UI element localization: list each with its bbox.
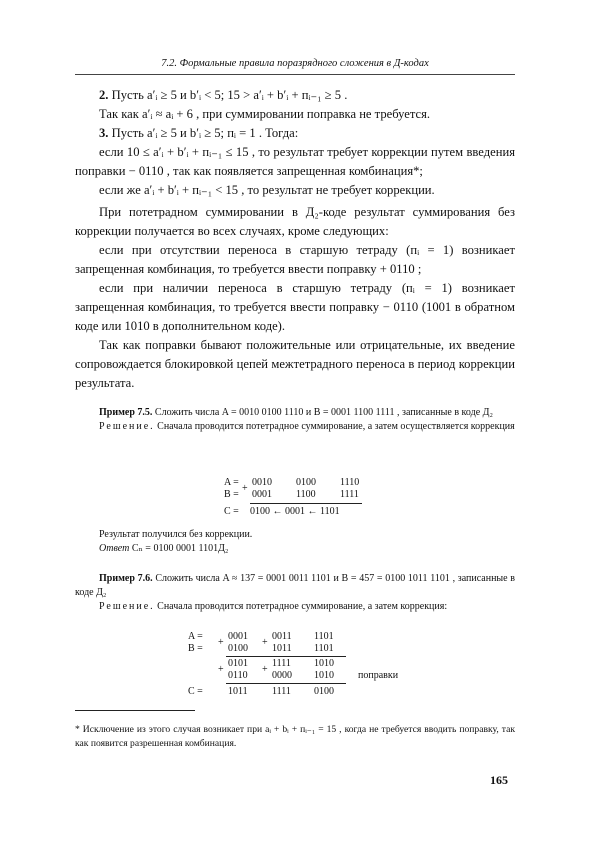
solution-text: Сначала проводится потетрадное суммирование, а затем коррекция: xyxy=(157,601,448,612)
calc-b-tetrad-2: 1011 xyxy=(272,643,292,654)
calc-sum-rule xyxy=(226,656,346,657)
answer-label: Ответ xyxy=(99,543,130,554)
example-7-5-label: Пример 7.5. xyxy=(99,407,153,418)
paragraph-1-case-1: если при отсутствии переноса в старшую тетраду (пᵢ = 1) возникает запрещенная комбинация, то требуется ввести поправку + 0110 ; xyxy=(75,243,515,276)
calc-c-label: C = xyxy=(224,506,239,517)
calc-a-tetrad-2: 0100 xyxy=(296,477,316,488)
calc-plus-sign-4: + xyxy=(262,664,268,675)
calc-a-tetrad-2: 0011 xyxy=(272,631,292,642)
calc-c-tetrad-2: 1111 xyxy=(272,686,291,697)
calc-b-tetrad-1: 0001 xyxy=(252,489,272,500)
calc-b-tetrad-3: 1111 xyxy=(340,489,359,500)
calc-b-tetrad-2: 1100 xyxy=(296,489,316,500)
calc-b-label: B = xyxy=(224,489,239,500)
answer-text: Cₙ = 0100 0001 1101Д₂ xyxy=(131,543,229,554)
calc-plus-sign: + xyxy=(242,483,248,494)
calc-a-tetrad-1: 0001 xyxy=(228,631,248,642)
example-7-5-statement xyxy=(75,406,515,420)
calc-a-tetrad-3: 1110 xyxy=(340,477,360,488)
calc-k-tetrad-1: 0110 xyxy=(228,670,248,681)
example-7-5-text: Сложить числа A = 0010 0100 1110 и B = 0001 1100 1111 , записанные в коде Д₂ xyxy=(154,407,493,418)
calc-k-tetrad-3: 1010 xyxy=(314,670,334,681)
page-number: 165 xyxy=(490,773,508,787)
example-7-6-solution xyxy=(75,600,515,614)
example-7-6-calculation xyxy=(188,631,408,701)
calc-plus-sign-1: + xyxy=(218,637,224,648)
item-2 xyxy=(75,86,515,105)
example-7-5-result xyxy=(75,528,515,556)
calc-a-label: A = xyxy=(188,631,203,642)
main-text xyxy=(75,86,515,393)
footnote-rule xyxy=(75,710,195,711)
example-7-6-label: Пример 7.6. xyxy=(99,573,153,584)
calc-c-result: 0100 ← 0001 ← 1101 xyxy=(250,506,340,517)
item-3-case-2: если же a′ᵢ + b′ᵢ + пᵢ₋₁ < 15 , то результат не требует коррекции. xyxy=(99,183,435,197)
answer-line xyxy=(75,542,515,556)
footnote: * Исключение из этого случая возникает при aᵢ + bᵢ + пᵢ₋₁ = 15 , когда не требуется вводить поправку, так как появится разрешенная комбинация. xyxy=(75,724,515,749)
item-2-number: 2. xyxy=(99,88,109,102)
calc-s-tetrad-3: 1010 xyxy=(314,658,334,669)
calc-c-tetrad-1: 1011 xyxy=(228,686,248,697)
example-7-6-statement xyxy=(75,572,515,600)
example-7-6-text: Сложить числа A ≈ 137 = 0001 0011 1101 и B = 457 = 0100 1011 1101 , записанные в коде Д₂ xyxy=(75,573,515,598)
calc-k-tetrad-2: 0000 xyxy=(272,670,292,681)
item-3-number: 3. xyxy=(99,126,109,140)
calc-result-rule xyxy=(226,683,346,684)
paragraph-1: При потетрадном суммировании в Д₂-коде результат суммирования без коррекции получается во всех случаях, кроме следующих: xyxy=(75,205,515,238)
calc-c-label: C = xyxy=(188,686,203,697)
example-7-5-calculation xyxy=(224,477,384,525)
paragraph-2: Так как поправки бывают положительные или отрицательные, их введение сопровождается блокировкой цепей межтетрадного переноса в период коррекции результата. xyxy=(75,338,515,390)
calc-plus-sign-3: + xyxy=(218,664,224,675)
calc-a-label: A = xyxy=(224,477,239,488)
example-7-5 xyxy=(75,406,515,434)
item-3-case-1: если 10 ≤ a′ᵢ + b′ᵢ + пᵢ₋₁ ≤ 15 , то результат требует коррекции путем введения поправки − 0110 , так как появляется запрещенная комбинация*; xyxy=(75,145,515,178)
calc-c-tetrad-3: 0100 xyxy=(314,686,334,697)
calc-plus-sign-2: + xyxy=(262,637,268,648)
item-3 xyxy=(75,124,515,143)
item-3-text: Пусть a′ᵢ ≥ 5 и b′ᵢ ≥ 5; пᵢ = 1 . Тогда: xyxy=(111,126,299,140)
running-header: 7.2. Формальные правила поразрядного сложения в Д-кодах xyxy=(161,58,429,69)
calc-s-tetrad-1: 0101 xyxy=(228,658,248,669)
item-2-text: Пусть a′ᵢ ≥ 5 и b′ᵢ < 5; 15 > a′ᵢ + b′ᵢ + пᵢ₋₁ ≥ 5 . xyxy=(111,88,348,102)
calc-a-tetrad-3: 1101 xyxy=(314,631,334,642)
result-line: Результат получился без коррекции. xyxy=(99,529,253,540)
example-7-5-solution xyxy=(75,420,515,434)
solution-label: Решение. xyxy=(99,601,155,612)
calc-a-tetrad-1: 0010 xyxy=(252,477,272,488)
header-rule xyxy=(75,74,515,75)
solution-text: Сначала проводится потетрадное суммирование, а затем осуществляется коррекция xyxy=(157,421,515,432)
example-7-6 xyxy=(75,572,515,614)
calc-s-tetrad-2: 1111 xyxy=(272,658,291,669)
corrections-label: поправки xyxy=(358,670,399,681)
calc-sum-rule xyxy=(250,503,362,504)
item-2-note: Так как a′ᵢ ≈ aᵢ + 6 , при суммировании поправка не требуется. xyxy=(99,107,431,121)
calc-b-label: B = xyxy=(188,643,203,654)
solution-label: Решение. xyxy=(99,421,155,432)
calc-b-tetrad-3: 1101 xyxy=(314,643,334,654)
paragraph-1-case-2: если при наличии переноса в старшую тетраду (пᵢ = 1) возникает запрещенная комбинация, то требуется ввести поправку − 0110 (1001 в обратном коде или 1010 в дополнительном коде). xyxy=(75,281,515,333)
calc-b-tetrad-1: 0100 xyxy=(228,643,248,654)
